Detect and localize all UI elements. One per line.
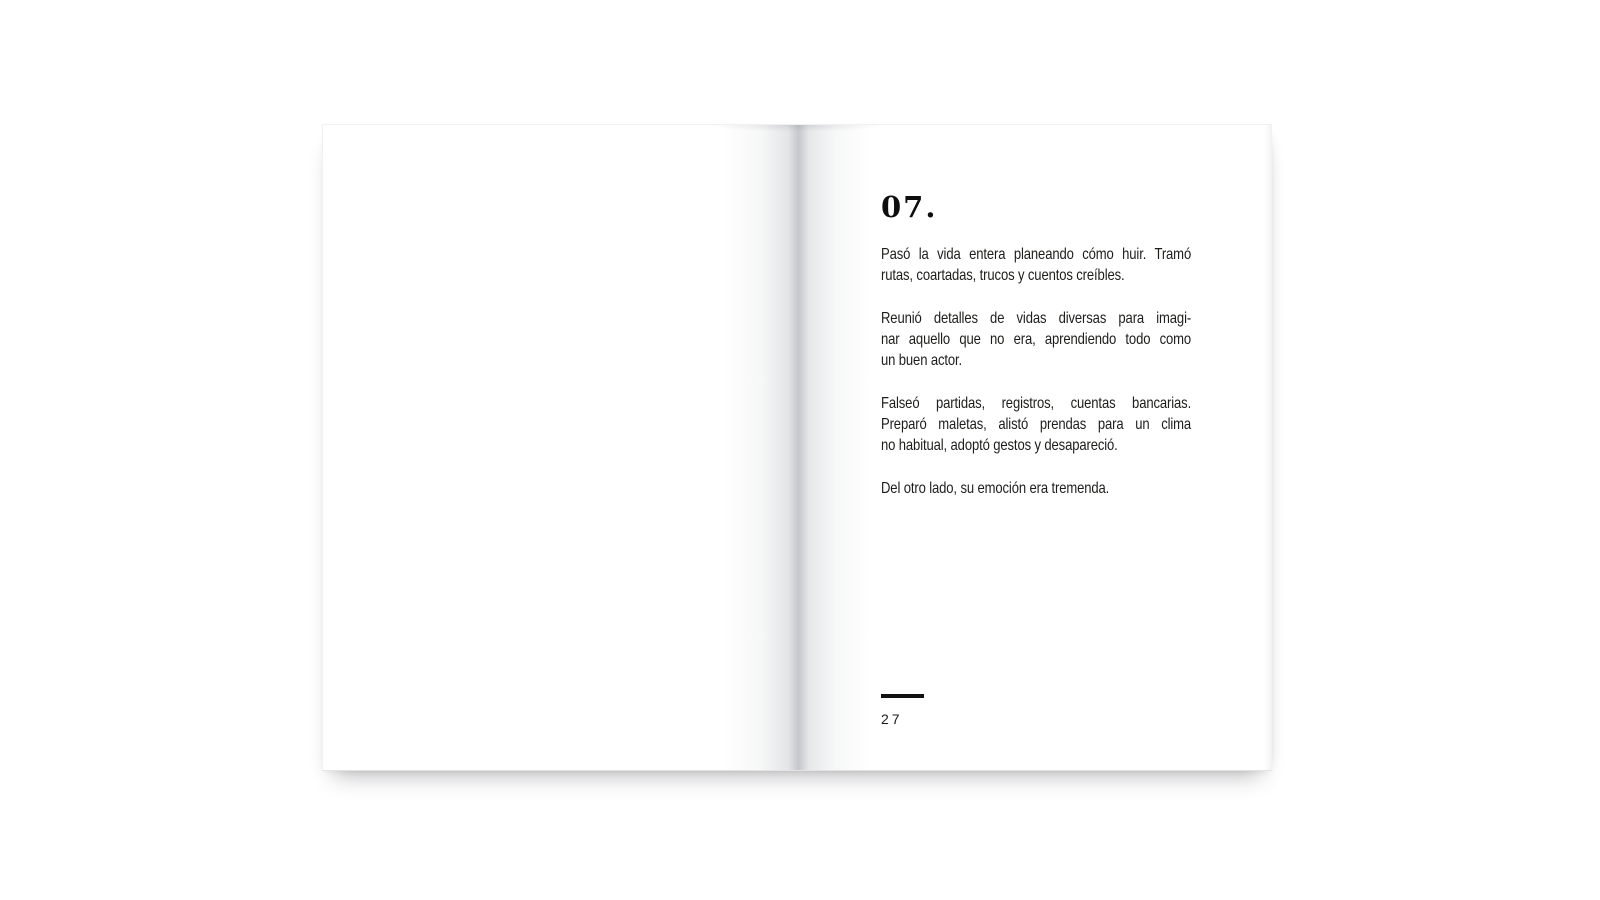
paragraph [881, 244, 1191, 286]
page-left-blank [323, 125, 797, 770]
book-spread [322, 124, 1272, 771]
text-line: rutas, coartadas, trucos y cuentos creíbles. [881, 267, 1125, 284]
paragraph [881, 478, 1191, 499]
paragraph [881, 308, 1191, 371]
text-line: Falseó partidas, registros, cuentas bancarias. [881, 395, 1192, 412]
text-line: Reunió detalles de vidas diversas para imagi- [881, 310, 1192, 327]
paragraph [881, 393, 1191, 456]
body-text [881, 244, 1191, 499]
page-number: 27 [881, 711, 903, 727]
footer-rule [881, 694, 924, 698]
text-line: un buen actor. [881, 352, 963, 369]
chapter-number: 07. [881, 190, 938, 224]
text-line: nar aquello que no era, aprendiendo todo como [881, 331, 1192, 348]
text-line: no habitual, adoptó gestos y desapareció. [881, 437, 1118, 454]
text-line: Del otro lado, su emoción era tremenda. [881, 480, 1110, 497]
text-line: Pasó la vida entera planeando cómo huir. Tramó [881, 246, 1192, 263]
text-line: Preparó maletas, alistó prendas para un clima [881, 416, 1192, 433]
